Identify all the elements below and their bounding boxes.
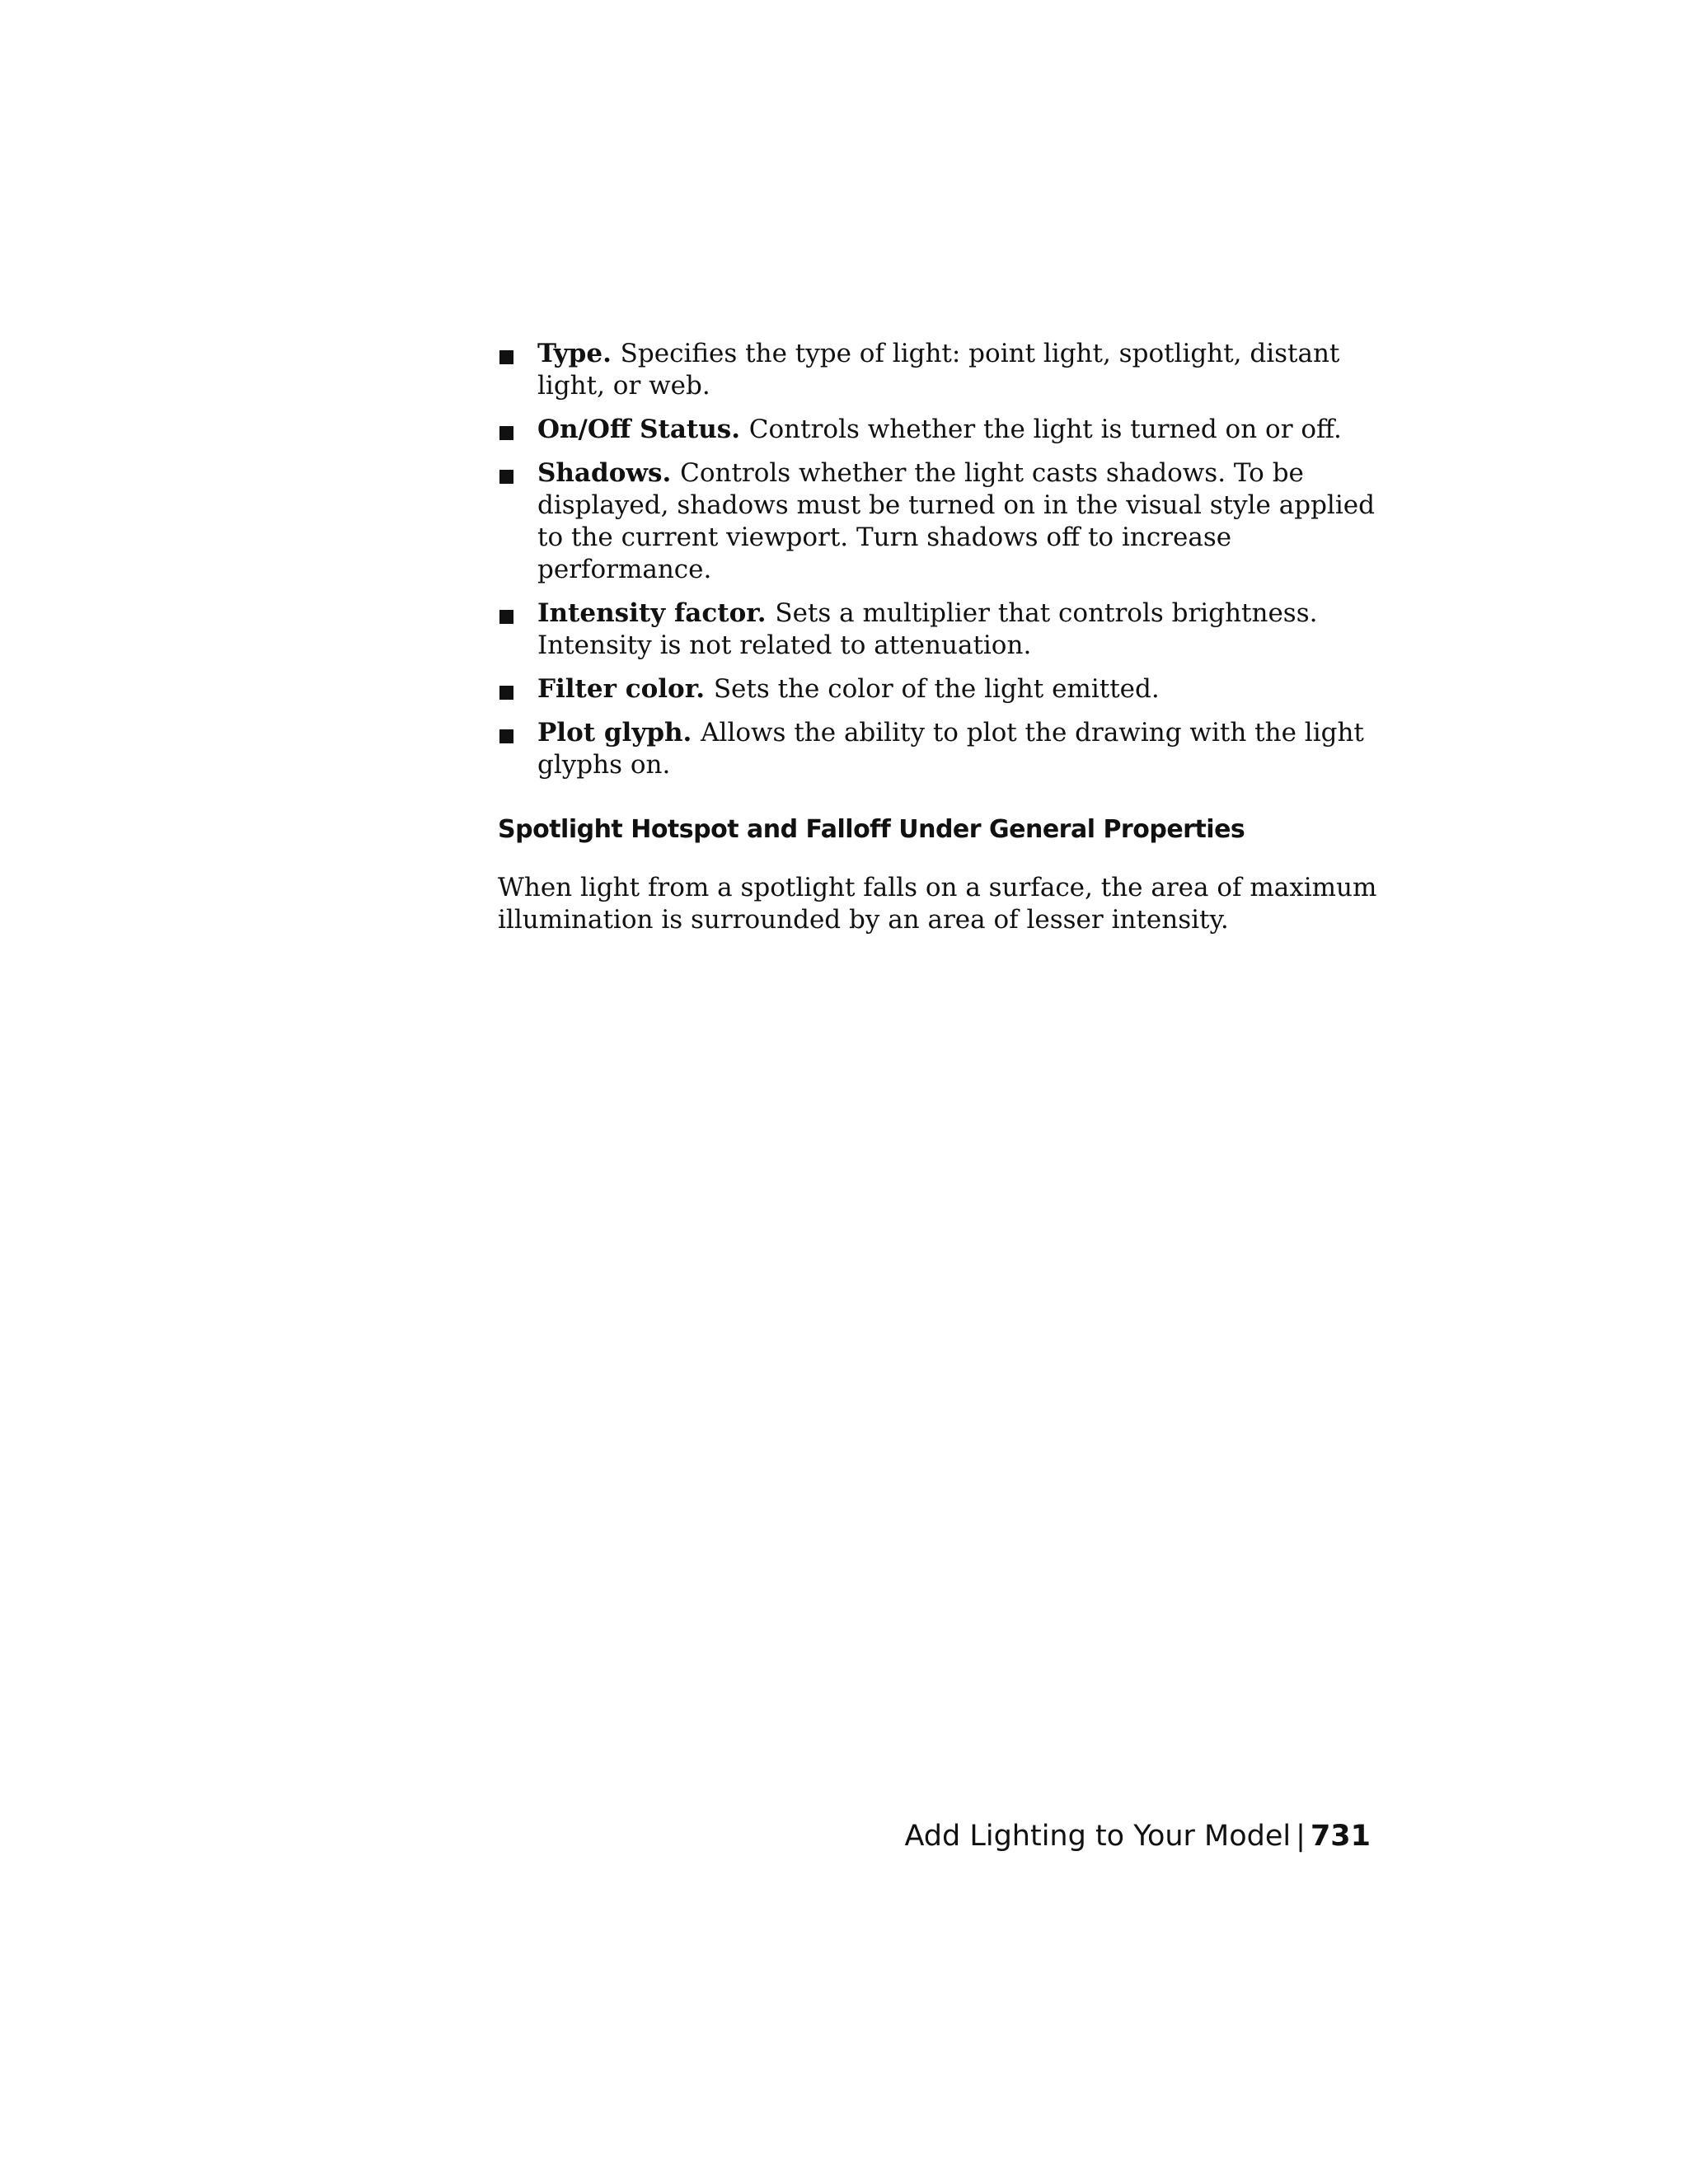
list-item	[498, 414, 1388, 446]
list-item	[498, 457, 1388, 586]
square-bullet-icon	[499, 686, 513, 700]
chapter-title: Add Lighting to Your Model	[904, 1820, 1292, 1853]
list-item	[498, 673, 1388, 705]
square-bullet-icon	[499, 350, 513, 364]
list-item-term: Filter color.	[537, 674, 714, 704]
page-content	[498, 338, 1388, 936]
list-item-text: Sets a multiplier that controls brightness. Intensity is not related to attenuation.	[537, 598, 1318, 660]
list-item-text: Controls whether the light is turned on or off.	[748, 415, 1342, 444]
list-item-term: Intensity factor.	[537, 598, 776, 628]
square-bullet-icon	[499, 610, 513, 624]
list-item	[498, 338, 1388, 402]
list-item	[498, 717, 1388, 781]
list-item-text: Allows the ability to plot the drawing with the light glyphs on.	[537, 718, 1364, 780]
section-heading: Spotlight Hotspot and Falloff Under General Properties	[498, 815, 1245, 844]
footer-separator: |	[1296, 1820, 1306, 1853]
list-item-term: On/Off Status.	[537, 415, 749, 444]
page-footer	[904, 1818, 1371, 1854]
list-item-term: Shadows.	[537, 458, 681, 488]
property-list	[498, 338, 1388, 781]
page-number: 731	[1310, 1820, 1371, 1853]
list-item-term: Type.	[537, 339, 621, 368]
square-bullet-icon	[499, 426, 513, 440]
list-item-text: Sets the color of the light emitted.	[713, 674, 1160, 704]
square-bullet-icon	[499, 470, 513, 484]
section-paragraph: When light from a spotlight falls on a surface, the area of maximum illumination is surrounded by an area of lesser intensity.	[498, 873, 1377, 935]
list-item-text: Specifies the type of light: point light, spotlight, distant light, or web.	[537, 339, 1340, 401]
list-item-term: Plot glyph.	[537, 718, 701, 748]
list-item	[498, 598, 1388, 662]
square-bullet-icon	[499, 729, 513, 743]
list-item-text: Controls whether the light casts shadows. To be displayed, shadows must be turned on in the visual style applied to the current viewport. Turn shadows off to increase performance.	[537, 458, 1375, 584]
